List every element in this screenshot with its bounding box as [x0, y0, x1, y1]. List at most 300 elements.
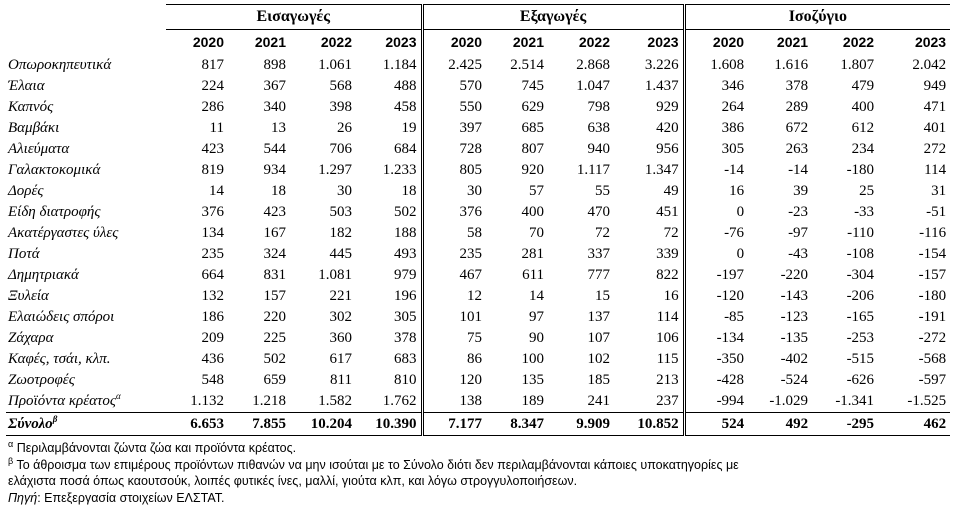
value-cell: 1.047 [548, 76, 614, 97]
value-cell: 1.762 [356, 391, 422, 413]
value-cell: 102 [548, 349, 614, 370]
value-cell: 12 [422, 286, 486, 307]
value-cell: 30 [422, 181, 486, 202]
value-cell: 15 [548, 286, 614, 307]
value-cell: 568 [290, 76, 356, 97]
value-cell: 1.807 [812, 55, 878, 76]
table-row [6, 286, 950, 307]
value-cell: 10.390 [356, 413, 422, 436]
value-cell: 186 [166, 307, 228, 328]
value-cell: 550 [422, 97, 486, 118]
value-cell: -51 [878, 202, 950, 223]
value-cell: -253 [812, 328, 878, 349]
value-cell: 1.233 [356, 160, 422, 181]
value-cell: 745 [486, 76, 548, 97]
value-cell: 235 [166, 244, 228, 265]
value-cell: 135 [486, 370, 548, 391]
value-cell: 19 [356, 118, 422, 139]
value-cell: 706 [290, 139, 356, 160]
value-cell: 492 [748, 413, 812, 436]
value-cell: -23 [748, 202, 812, 223]
source-text: : Επεξεργασία στοιχείων ΕΛΣΤΑΤ. [37, 491, 224, 505]
table-row [6, 244, 950, 265]
value-cell: 949 [878, 76, 950, 97]
value-cell: -76 [684, 223, 748, 244]
row-label-cell [6, 181, 166, 202]
value-cell: 241 [548, 391, 614, 413]
row-label: Είδη διατροφής [8, 204, 100, 220]
value-cell: 16 [614, 286, 684, 307]
value-cell: 502 [356, 202, 422, 223]
value-cell: 659 [228, 370, 290, 391]
value-cell: 920 [486, 160, 548, 181]
value-cell: 807 [486, 139, 548, 160]
row-label: Σύνολο [8, 416, 53, 432]
value-cell: -1.029 [748, 391, 812, 413]
row-label: Ελαιώδεις σπόροι [8, 309, 114, 325]
value-cell: 7.177 [422, 413, 486, 436]
footnotes [6, 440, 950, 506]
row-label-cell [6, 223, 166, 244]
value-cell: 302 [290, 307, 356, 328]
table-row [6, 160, 950, 181]
value-cell: 86 [422, 349, 486, 370]
value-cell: 612 [812, 118, 878, 139]
value-cell: 544 [228, 139, 290, 160]
value-cell: 9.909 [548, 413, 614, 436]
value-cell: 360 [290, 328, 356, 349]
footnote-b-cont [8, 473, 950, 490]
value-cell: 2.425 [422, 55, 486, 76]
value-cell: 831 [228, 265, 290, 286]
value-cell: 398 [290, 97, 356, 118]
footnote-a-text: Περιλαμβάνονται ζώντα ζώα και προϊόντα κρέατος. [17, 441, 296, 455]
row-label: Ζωοτροφές [8, 372, 75, 388]
year-header-row [6, 30, 950, 56]
value-cell: -295 [812, 413, 878, 436]
table-row [6, 370, 950, 391]
value-cell: 337 [548, 244, 614, 265]
year-header: 2021 [228, 30, 290, 56]
value-cell: 0 [684, 202, 748, 223]
value-cell: 58 [422, 223, 486, 244]
year-header: 2021 [486, 30, 548, 56]
value-cell: 14 [166, 181, 228, 202]
value-cell: 182 [290, 223, 356, 244]
value-cell: 1.061 [290, 55, 356, 76]
value-cell: -524 [748, 370, 812, 391]
row-label-cell [6, 244, 166, 265]
row-label-cell [6, 349, 166, 370]
value-cell: 458 [356, 97, 422, 118]
value-cell: 629 [486, 97, 548, 118]
value-cell: 378 [356, 328, 422, 349]
value-cell: 420 [614, 118, 684, 139]
table-row [6, 181, 950, 202]
row-label: Δορές [8, 183, 44, 199]
value-cell: 898 [228, 55, 290, 76]
value-cell: 115 [614, 349, 684, 370]
row-label: Έλαια [8, 78, 45, 94]
value-cell: 57 [486, 181, 548, 202]
value-cell: -515 [812, 349, 878, 370]
value-cell: 503 [290, 202, 356, 223]
value-cell: 0 [684, 244, 748, 265]
table-row [6, 139, 950, 160]
value-cell: 18 [228, 181, 290, 202]
value-cell: 1.184 [356, 55, 422, 76]
value-cell: -1.525 [878, 391, 950, 413]
table-row [6, 391, 950, 413]
row-label-footnote-mark: α [116, 391, 121, 401]
value-cell: 617 [290, 349, 356, 370]
value-cell: 488 [356, 76, 422, 97]
year-header: 2020 [684, 30, 748, 56]
value-cell: 49 [614, 181, 684, 202]
value-cell: 672 [748, 118, 812, 139]
value-cell: 221 [290, 286, 356, 307]
value-cell: 26 [290, 118, 356, 139]
footnote-b-text-line1: Το άθροισμα των επιμέρους προϊόντων πιθανών να μην ισούται με το Σύνολο διότι δεν περιλαμβάνονται κάποιες υποκατηγορίες με [16, 458, 738, 472]
value-cell: -597 [878, 370, 950, 391]
value-cell: -272 [878, 328, 950, 349]
value-cell: 339 [614, 244, 684, 265]
value-cell: -220 [748, 265, 812, 286]
row-label-cell [6, 118, 166, 139]
row-label-cell [6, 413, 166, 436]
footnote-a [8, 440, 950, 457]
value-cell: -134 [684, 328, 748, 349]
value-cell: 2.042 [878, 55, 950, 76]
value-cell: 289 [748, 97, 812, 118]
value-cell: 138 [422, 391, 486, 413]
row-label-cell [6, 370, 166, 391]
value-cell: -157 [878, 265, 950, 286]
value-cell: 1.297 [290, 160, 356, 181]
value-cell: 397 [422, 118, 486, 139]
value-cell: -428 [684, 370, 748, 391]
value-cell: 685 [486, 118, 548, 139]
value-cell: 400 [486, 202, 548, 223]
row-label: Καπνός [8, 99, 53, 115]
value-cell: 157 [228, 286, 290, 307]
value-cell: 305 [684, 139, 748, 160]
value-cell: -197 [684, 265, 748, 286]
value-cell: 467 [422, 265, 486, 286]
value-cell: 324 [228, 244, 290, 265]
table-row [6, 202, 950, 223]
value-cell: 25 [812, 181, 878, 202]
value-cell: 1.616 [748, 55, 812, 76]
value-cell: 10.204 [290, 413, 356, 436]
value-cell: 798 [548, 97, 614, 118]
value-cell: 14 [486, 286, 548, 307]
value-cell: 979 [356, 265, 422, 286]
row-label-cell [6, 55, 166, 76]
row-label: Γαλακτοκομικά [8, 162, 100, 178]
row-label-cell [6, 391, 166, 413]
row-label: Ποτά [8, 246, 40, 262]
value-cell: -402 [748, 349, 812, 370]
year-header: 2023 [878, 30, 950, 56]
value-cell: 2.868 [548, 55, 614, 76]
value-cell: 445 [290, 244, 356, 265]
value-cell: 31 [878, 181, 950, 202]
value-cell: 281 [486, 244, 548, 265]
value-cell: -165 [812, 307, 878, 328]
value-cell: 6.653 [166, 413, 228, 436]
value-cell: 436 [166, 349, 228, 370]
value-cell: 367 [228, 76, 290, 97]
value-cell: 188 [356, 223, 422, 244]
value-cell: 137 [548, 307, 614, 328]
value-cell: -110 [812, 223, 878, 244]
table-row [6, 349, 950, 370]
value-cell: 822 [614, 265, 684, 286]
value-cell: 493 [356, 244, 422, 265]
row-label: Βαμβάκι [8, 120, 59, 136]
value-cell: 114 [614, 307, 684, 328]
table-row [6, 265, 950, 286]
table-row [6, 223, 950, 244]
table-row [6, 307, 950, 328]
value-cell: 1.117 [548, 160, 614, 181]
value-cell: 213 [614, 370, 684, 391]
value-cell: -97 [748, 223, 812, 244]
value-cell: 423 [166, 139, 228, 160]
value-cell: 1.081 [290, 265, 356, 286]
value-cell: 16 [684, 181, 748, 202]
footnote-a-mark: α [8, 439, 13, 449]
value-cell: -304 [812, 265, 878, 286]
value-cell: 386 [684, 118, 748, 139]
value-cell: 3.226 [614, 55, 684, 76]
value-cell: 209 [166, 328, 228, 349]
row-label: Δημητριακά [8, 267, 79, 283]
row-label: Καφές, τσάι, κλπ. [8, 351, 111, 367]
value-cell: 185 [548, 370, 614, 391]
table-row [6, 118, 950, 139]
value-cell: 286 [166, 97, 228, 118]
value-cell: 39 [748, 181, 812, 202]
value-cell: 376 [422, 202, 486, 223]
row-label-footnote-mark: β [53, 414, 58, 424]
value-cell: 728 [422, 139, 486, 160]
value-cell: 220 [228, 307, 290, 328]
value-cell: -43 [748, 244, 812, 265]
row-label-cell [6, 328, 166, 349]
value-cell: 502 [228, 349, 290, 370]
row-label-cell [6, 265, 166, 286]
value-cell: 90 [486, 328, 548, 349]
value-cell: 376 [166, 202, 228, 223]
trade-table-container [6, 4, 950, 506]
value-cell: -154 [878, 244, 950, 265]
value-cell: 423 [228, 202, 290, 223]
footnote-b-text-line2: ελάχιστα ποσά όπως καουτσούκ, λοιπές φυτικές ίνες, μαλλί, γιούτα κλπ, και λόγω στρογγυλοποιήσεων. [8, 474, 577, 488]
value-cell: 225 [228, 328, 290, 349]
value-cell: 100 [486, 349, 548, 370]
value-cell: 401 [878, 118, 950, 139]
value-cell: -180 [878, 286, 950, 307]
value-cell: 1.608 [684, 55, 748, 76]
value-cell: 272 [878, 139, 950, 160]
value-cell: 471 [878, 97, 950, 118]
row-label-cell [6, 202, 166, 223]
year-header: 2023 [614, 30, 684, 56]
value-cell: 819 [166, 160, 228, 181]
value-cell: 1.347 [614, 160, 684, 181]
value-cell: -1.341 [812, 391, 878, 413]
year-header: 2022 [290, 30, 356, 56]
row-label-cell [6, 139, 166, 160]
value-cell: 346 [684, 76, 748, 97]
value-cell: 462 [878, 413, 950, 436]
value-cell: 8.347 [486, 413, 548, 436]
value-cell: 11 [166, 118, 228, 139]
value-cell: 70 [486, 223, 548, 244]
value-cell: 451 [614, 202, 684, 223]
value-cell: 237 [614, 391, 684, 413]
value-cell: -120 [684, 286, 748, 307]
table-row [6, 328, 950, 349]
value-cell: -85 [684, 307, 748, 328]
value-cell: 235 [422, 244, 486, 265]
group-header-imports: Εισαγωγές [166, 5, 422, 30]
value-cell: -33 [812, 202, 878, 223]
value-cell: 30 [290, 181, 356, 202]
value-cell: 929 [614, 97, 684, 118]
value-cell: -123 [748, 307, 812, 328]
value-cell: 1.132 [166, 391, 228, 413]
source-label: Πηγή [8, 491, 37, 505]
value-cell: 378 [748, 76, 812, 97]
value-cell: 810 [356, 370, 422, 391]
corner-cell-2 [6, 30, 166, 56]
value-cell: 340 [228, 97, 290, 118]
value-cell: 1.218 [228, 391, 290, 413]
row-label: Ξυλεία [8, 288, 49, 304]
row-label: Ζάχαρα [8, 330, 53, 346]
value-cell: 55 [548, 181, 614, 202]
value-cell: 400 [812, 97, 878, 118]
value-cell: 956 [614, 139, 684, 160]
value-cell: 524 [684, 413, 748, 436]
value-cell: 263 [748, 139, 812, 160]
value-cell: 940 [548, 139, 614, 160]
value-cell: -626 [812, 370, 878, 391]
row-label-cell [6, 307, 166, 328]
value-cell: -568 [878, 349, 950, 370]
value-cell: 264 [684, 97, 748, 118]
value-cell: -206 [812, 286, 878, 307]
row-label: Ακατέργαστες ύλες [8, 225, 118, 241]
row-label: Προϊόντα κρέατος [8, 393, 116, 409]
group-header-exports: Εξαγωγές [422, 5, 684, 30]
value-cell: 7.855 [228, 413, 290, 436]
value-cell: 934 [228, 160, 290, 181]
row-label-cell [6, 286, 166, 307]
value-cell: 777 [548, 265, 614, 286]
value-cell: 2.514 [486, 55, 548, 76]
corner-cell [6, 5, 166, 30]
value-cell: -135 [748, 328, 812, 349]
year-header: 2022 [812, 30, 878, 56]
value-cell: 817 [166, 55, 228, 76]
value-cell: 683 [356, 349, 422, 370]
value-cell: 18 [356, 181, 422, 202]
value-cell: 189 [486, 391, 548, 413]
value-cell: 97 [486, 307, 548, 328]
value-cell: 72 [548, 223, 614, 244]
row-label: Οπωροκηπευτικά [8, 57, 111, 73]
footnote-b-mark: β [8, 455, 13, 465]
table-row [6, 76, 950, 97]
row-label-cell [6, 160, 166, 181]
value-cell: 196 [356, 286, 422, 307]
table-body [6, 55, 950, 436]
value-cell: 107 [548, 328, 614, 349]
value-cell: 1.582 [290, 391, 356, 413]
value-cell: 470 [548, 202, 614, 223]
year-header: 2022 [548, 30, 614, 56]
row-label: Αλιεύματα [8, 141, 69, 157]
group-header-balance: Ισοζύγιο [684, 5, 950, 30]
value-cell: 611 [486, 265, 548, 286]
value-cell: 811 [290, 370, 356, 391]
value-cell: 10.852 [614, 413, 684, 436]
value-cell: 72 [614, 223, 684, 244]
value-cell: 479 [812, 76, 878, 97]
value-cell: 1.437 [614, 76, 684, 97]
value-cell: 234 [812, 139, 878, 160]
value-cell: -350 [684, 349, 748, 370]
table-row [6, 97, 950, 118]
group-header-row [6, 5, 950, 30]
year-header: 2020 [422, 30, 486, 56]
value-cell: 134 [166, 223, 228, 244]
row-label-cell [6, 97, 166, 118]
value-cell: 101 [422, 307, 486, 328]
value-cell: 305 [356, 307, 422, 328]
value-cell: 114 [878, 160, 950, 181]
value-cell: 120 [422, 370, 486, 391]
value-cell: -14 [684, 160, 748, 181]
value-cell: 224 [166, 76, 228, 97]
value-cell: 132 [166, 286, 228, 307]
footnote-b [8, 457, 950, 474]
value-cell: 75 [422, 328, 486, 349]
year-header: 2020 [166, 30, 228, 56]
value-cell: 13 [228, 118, 290, 139]
value-cell: 684 [356, 139, 422, 160]
value-cell: 805 [422, 160, 486, 181]
value-cell: 638 [548, 118, 614, 139]
value-cell: -191 [878, 307, 950, 328]
year-header: 2023 [356, 30, 422, 56]
total-row [6, 413, 950, 436]
year-header: 2021 [748, 30, 812, 56]
row-label-cell [6, 76, 166, 97]
trade-table [6, 4, 950, 436]
table-row [6, 55, 950, 76]
value-cell: 106 [614, 328, 684, 349]
value-cell: -994 [684, 391, 748, 413]
value-cell: 548 [166, 370, 228, 391]
value-cell: -108 [812, 244, 878, 265]
value-cell: 167 [228, 223, 290, 244]
value-cell: -14 [748, 160, 812, 181]
